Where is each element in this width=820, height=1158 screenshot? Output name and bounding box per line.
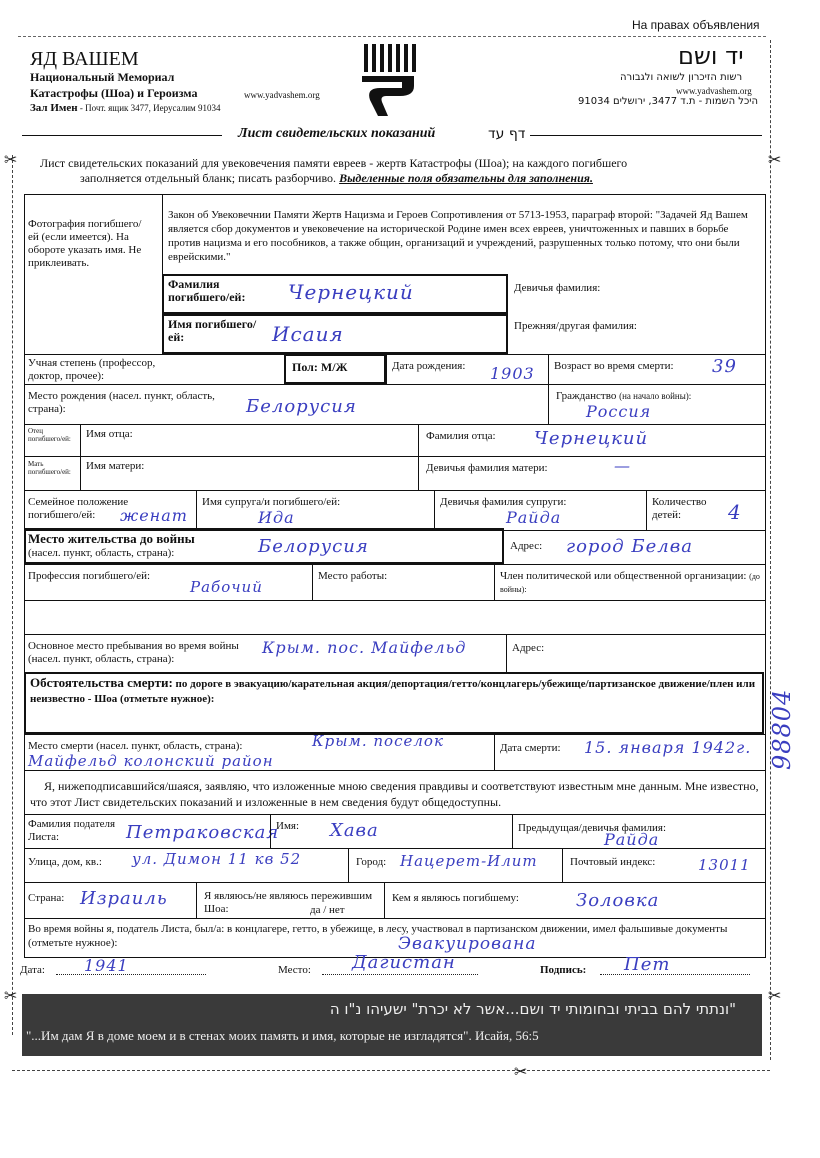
photo-label: Фотография погибшего/ей (если имеется). На обороте указать имя. Не приклеивать.	[28, 218, 142, 269]
row-rule	[24, 354, 766, 355]
org-name: ЯД ВАШЕМ	[30, 48, 139, 70]
intro-text: заполняется отдельный бланк; писать разборчиво.	[80, 171, 340, 185]
first-name-label: Имя погибшего/ей:	[168, 317, 257, 344]
banner-russian: "...Им дам Я в доме моем и в стенах моих память и имя, которые не изгладятся". Исайя, 56:5	[26, 1028, 539, 1043]
quote-banner	[22, 994, 762, 1056]
cell-divider	[270, 814, 271, 848]
death-date-label: Дата смерти:	[500, 742, 561, 754]
first-name-value[interactable]: Исаия	[272, 322, 344, 346]
cut-line-right	[770, 40, 771, 1060]
form-title-heb: דף עד	[488, 126, 526, 142]
sub-prev-label: Предыдущая/девичья фамилия:	[518, 822, 667, 834]
residence-value[interactable]: Белорусия	[258, 536, 369, 557]
spouse-label: Имя супруга/и погибшего/ей:	[202, 496, 341, 508]
children-value[interactable]: 4	[728, 500, 742, 524]
org-line-3	[30, 102, 220, 114]
cell-divider	[196, 490, 197, 530]
heb-website: www.yadvashem.org	[676, 86, 752, 96]
row-rule	[24, 882, 766, 883]
intro-line-2	[80, 171, 593, 186]
title-rule-right	[530, 135, 762, 136]
marital-value[interactable]: женат	[120, 506, 188, 525]
street-label: Улица, дом, кв.:	[28, 856, 102, 868]
prev-name-label: Прежняя/другая фамилия:	[514, 320, 637, 332]
row-rule	[24, 424, 766, 425]
circumstances	[30, 676, 760, 706]
sub-name-label: Имя:	[276, 820, 300, 832]
city-label: Город:	[356, 856, 387, 868]
circumstances-title: Обстоятельства смерти:	[30, 675, 173, 690]
profession-value[interactable]: Рабочий	[190, 578, 263, 596]
address-label: Адрес:	[510, 540, 543, 552]
cell-divider	[312, 564, 313, 600]
row-rule	[24, 770, 766, 771]
city-value[interactable]: Нацерет-Илит	[400, 852, 538, 870]
survivor-label: Я являюсь/не являюсь пережившим Шоа:	[204, 890, 373, 915]
citizenship-value[interactable]: Россия	[586, 402, 652, 421]
cell-divider	[548, 384, 549, 424]
cut-line-bottom	[12, 1070, 770, 1071]
dob-label: Дата рождения:	[392, 360, 466, 372]
mother-name-label: Имя матери:	[86, 460, 145, 472]
spouse-maiden-value[interactable]: Райда	[506, 508, 562, 527]
maiden-label: Девичья фамилия:	[514, 282, 601, 294]
death-place-label: Место смерти (насел. пункт, область, страна):	[28, 740, 243, 752]
father-small-label: Отец погибшего/ей:	[28, 427, 71, 443]
wartime-self-label: Во время войны я, податель Листа, был/а: в концлагере, гетто, в убежище, в лесу, участвовал в партизанском движении, имел фальшивые документы (отметьте нужное):	[28, 923, 728, 949]
profession-label: Профессия погибшего/ей:	[28, 570, 151, 582]
row-rule	[24, 918, 766, 919]
org-line-2: Катастрофы (Шоа) и Героизма	[30, 86, 198, 100]
cell-divider	[548, 354, 549, 384]
law-text: Закон об Увековечнии Памяти Жертв Нацизма и Героев Сопротивления от 5713-1953, параграф второй: "Задачей Яд Вашем является сбор документов и увековечение на исторической Родине имен всех евреев, уничтоженных и павших в борьбе против нацизма и его пособников, а также общин, организаций и учреждений, разрушенных только потому, что они были еврейскими."	[168, 209, 748, 263]
cell-divider	[80, 424, 81, 490]
submitter-label: Фамилия подателя Листа:	[28, 818, 116, 843]
cell-divider	[494, 564, 495, 600]
banner-hebrew: "ונתתי להם בביתי ובחומותי יד ושם...אשר לא יכרת" ישעיהו נ"ו ה	[329, 1000, 736, 1018]
birthplace-label: Место рождения (насел. пункт, область, страна):	[28, 390, 215, 415]
workplace-label: Место работы:	[318, 570, 388, 582]
birthplace-value[interactable]: Белорусия	[246, 396, 357, 417]
submitter-value[interactable]: Петраковская	[126, 822, 280, 843]
row-rule	[24, 490, 766, 491]
mother-maiden-label: Девичья фамилия матери:	[426, 462, 548, 474]
age-value[interactable]: 39	[712, 356, 737, 377]
party-text: Член политической или общественной организации:	[500, 570, 747, 582]
address-value[interactable]: город Белва	[566, 536, 693, 557]
residence-label: Место жительства до войны	[28, 531, 195, 546]
date-value[interactable]: 1941	[84, 956, 129, 975]
citizenship-note: (на начало войны):	[619, 391, 692, 401]
party-label	[500, 570, 762, 596]
row-rule	[24, 564, 766, 565]
heb-line-1: רשות הזיכרון לשואה ולגבורה	[620, 72, 743, 83]
cell-divider	[506, 634, 507, 672]
mother-small-label: Мать погибшего/ей:	[28, 460, 71, 476]
scissors-icon: ✂	[768, 150, 782, 169]
relation-value[interactable]: Золовка	[576, 890, 660, 911]
row-rule	[24, 600, 766, 601]
country-value[interactable]: Израиль	[80, 888, 168, 909]
cell-divider	[348, 848, 349, 882]
intro-line-1: Лист свидетельских показаний для увековечения памяти евреев - жертв Катастрофы (Шоа); на каждого погибшего	[40, 156, 628, 170]
party-note: (до войны):	[500, 572, 760, 594]
signature-label: Подпись:	[540, 964, 587, 976]
street-value[interactable]: ул. Димон 11 кв 52	[132, 850, 302, 868]
place-line	[322, 974, 478, 975]
children-label: Количество детей:	[652, 496, 707, 521]
website-left: www.yadvashem.org	[244, 90, 320, 100]
row-rule	[24, 814, 766, 815]
wartime-label: Основное место пребывания во время войны (насел. пункт, область, страна):	[28, 640, 239, 665]
cut-line-left	[12, 155, 13, 1035]
age-label: Возраст во время смерти:	[554, 360, 674, 372]
scissors-icon: ✂	[514, 1062, 528, 1081]
date-label: Дата:	[20, 964, 45, 976]
sub-name-value[interactable]: Хава	[330, 820, 379, 841]
zip-label: Почтовый индекс:	[570, 856, 656, 868]
place-label: Место:	[278, 964, 311, 976]
signature-line	[600, 974, 750, 975]
hall-of-names: Зал Имен	[30, 102, 78, 114]
degree-label: Учная степень (профессор, доктор, прочее):	[28, 357, 156, 382]
wartime-self-value[interactable]: Эвакуирована	[398, 934, 537, 954]
survivor-options[interactable]: да / нет	[310, 904, 345, 916]
top-divider	[18, 36, 766, 37]
heb-name: יד ושם	[678, 42, 744, 70]
cell-divider	[512, 814, 513, 848]
father-surname-label: Фамилия отца:	[426, 430, 496, 442]
yad-vashem-logo	[356, 40, 420, 120]
scissors-icon: ✂	[4, 986, 18, 1005]
intro-required: Выделенные поля обязательны для заполнения.	[339, 171, 593, 185]
cell-divider	[418, 424, 419, 490]
date-line	[56, 974, 206, 975]
place-value[interactable]: Дагистан	[352, 952, 456, 973]
declaration: Я, нижеподписавшийся/шаяся, заявляю, что изложенные мною сведения правдивы и соответствуют известным мне данным. Мне известно, что этот Лист свидетельских показаний и изложенные в нем сведения будут общедоступны.	[30, 779, 759, 809]
surname-value[interactable]: Чернецкий	[288, 280, 414, 304]
wartime-address-label: Адрес:	[512, 642, 545, 654]
father-surname-value[interactable]: Чернецкий	[534, 428, 649, 449]
org-line-1: Национальный Мемориал	[30, 70, 175, 84]
relation-label: Кем я являюсь погибшему:	[392, 892, 519, 904]
signature-value[interactable]: Пет	[624, 954, 671, 975]
po-box: - Почт. ящик 3477, Иерусалим 91034	[77, 103, 221, 113]
circumstances-options[interactable]: по дороге в эвакуацию/карательная акция/депортация/гетто/концлагерь/убежище/партизанское движение/плен или неизвестно - Шоа (отметьте нужное):	[30, 678, 756, 705]
cell-divider	[646, 490, 647, 530]
cell-divider	[196, 882, 197, 918]
death-place-value-2[interactable]: Майфельд колонский район	[28, 752, 274, 770]
scissors-icon: ✂	[768, 986, 782, 1005]
marital-label: Семейное положение погибшего/ей:	[28, 496, 129, 521]
father-name-label: Имя отца:	[86, 428, 133, 440]
row-rule	[24, 634, 766, 635]
title-rule-left	[22, 135, 222, 136]
cell-divider	[386, 354, 387, 384]
zip-value[interactable]: 13011	[698, 856, 751, 874]
death-date-value[interactable]: 15. января 1942г.	[584, 738, 752, 757]
cell-divider	[434, 490, 435, 530]
mother-maiden-value[interactable]: —	[614, 456, 631, 475]
citizenship-text: Гражданство	[556, 390, 617, 402]
row-rule	[24, 384, 766, 385]
ad-notice: На правах объявления	[632, 18, 760, 32]
spouse-value[interactable]: Ида	[258, 508, 295, 527]
death-place-value-1[interactable]: Крым. поселок	[312, 732, 444, 750]
cell-divider	[384, 882, 385, 918]
country-label: Страна:	[28, 892, 65, 904]
residence-sub: (насел. пункт, область, страна):	[28, 547, 175, 559]
surname-label: Фамилия погибшего/ей:	[168, 277, 246, 304]
row-rule	[24, 848, 766, 849]
sub-prev-value[interactable]: Райда	[604, 830, 660, 849]
sex-label[interactable]: Пол: М/Ж	[292, 360, 348, 374]
cell-divider	[494, 734, 495, 770]
spouse-maiden-label: Девичья фамилия супруги:	[440, 496, 567, 508]
dob-value[interactable]: 1903	[490, 364, 535, 383]
form-title: Лист свидетельских показаний	[238, 126, 436, 141]
heb-line-3: היכל השמות - ת.ד 3477, ירושלים 91034	[578, 96, 759, 107]
wartime-value[interactable]: Крым. пос. Майфельд	[262, 638, 467, 657]
scissors-icon: ✂	[4, 150, 18, 169]
cell-divider	[562, 848, 563, 882]
row-rule	[24, 456, 766, 457]
